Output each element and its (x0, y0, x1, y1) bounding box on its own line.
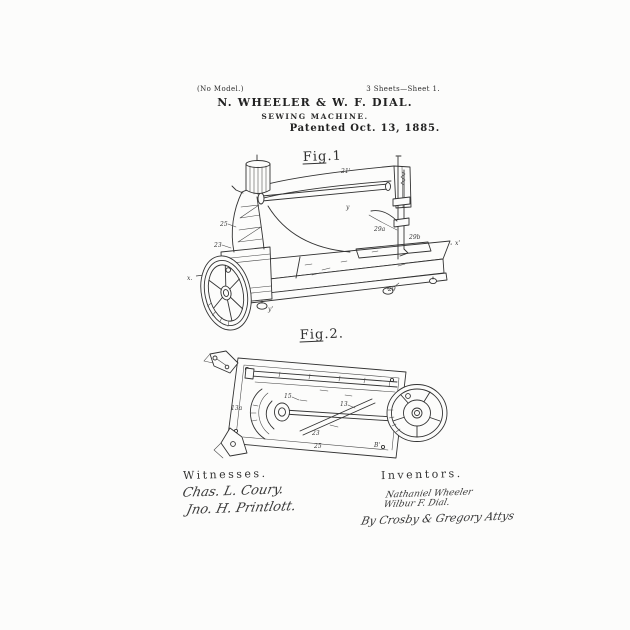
ref-13: 13 (340, 401, 348, 408)
ref-23: 23 (214, 242, 222, 249)
ref-29b: 29b (409, 234, 421, 241)
patent-subtitle: SEWING MACHINE. (261, 112, 369, 121)
witness-signature-2: Jno. H. Printlott. (184, 499, 298, 518)
ref-y: y (346, 204, 350, 211)
ref-x: x. (187, 275, 193, 282)
patent-date: Patented Oct. 13, 1885. (289, 123, 440, 134)
attorney-signature: By Crosby & Gregory Attys (359, 509, 516, 528)
model-note: (No Model.) (197, 85, 244, 93)
ref-21-prime: 21' (341, 168, 351, 175)
thread-spool (232, 155, 270, 195)
fig2-balance-wheel (387, 385, 447, 442)
fig2-drawing (200, 326, 455, 472)
ref-29a: 29a (374, 226, 386, 233)
witness-signature-1: Chas. L. Coury. (180, 482, 286, 501)
fig1-label (303, 149, 342, 165)
ref-x-prime: x' (455, 240, 461, 247)
inventor-signature-2: Wilbur F. Dial. (382, 497, 451, 511)
sheet-note: 3 Sheets—Sheet 1. (366, 85, 440, 93)
ref-25: 25 (220, 221, 228, 228)
ref-25-fig2: 25 (314, 443, 322, 450)
ref-23-fig2: 23 (312, 430, 320, 437)
arch-opening (268, 206, 350, 252)
fig1-label-text: Fig.1 (302, 148, 343, 165)
ref-13a: 13a (231, 405, 243, 412)
inventor-signature-1: Nathaniel Wheeler (384, 487, 474, 501)
left-bracket (204, 351, 238, 373)
ref-15: 15 (284, 393, 292, 400)
ref-29: 29 (388, 286, 396, 293)
patent-title: N. WHEELER & W. F. DIAL. (217, 96, 413, 109)
witnesses-heading: Witnesses. (182, 466, 268, 483)
inventors-heading: Inventors. (380, 466, 463, 483)
fig2-label-text: Fig.2. (299, 326, 345, 343)
needle-bar-assembly (369, 156, 410, 259)
fig1-drawing (185, 148, 465, 340)
ref-b-prime: B' (374, 442, 381, 449)
ref-y-prime: y' (268, 306, 274, 313)
fig2-label (300, 326, 345, 343)
